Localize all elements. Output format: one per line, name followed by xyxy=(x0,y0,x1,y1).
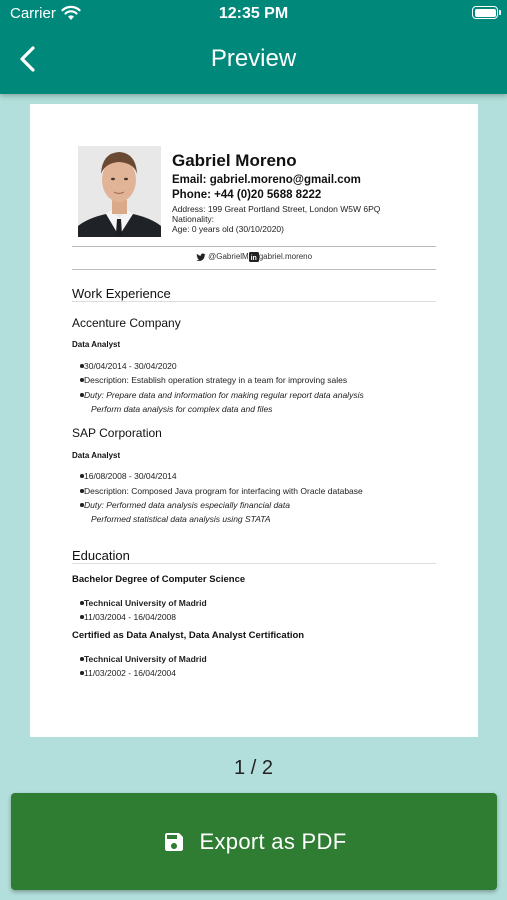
job-duty: Duty: Prepare data and information for making regular report data analysis xyxy=(84,390,364,400)
export-button-label: Export as PDF xyxy=(199,828,347,854)
save-icon xyxy=(162,830,186,854)
export-pdf-button[interactable] xyxy=(11,793,497,890)
education-school: Technical University of Madrid xyxy=(84,598,207,608)
status-time: 12:35 PM xyxy=(218,5,289,22)
job-period: 30/04/2014 - 30/04/2020 xyxy=(84,361,177,371)
linkedin-icon xyxy=(249,252,259,262)
linkedin-handle[interactable]: gabriel.moreno xyxy=(258,252,313,262)
resume-address: Address: 199 Great Portland Street, London W5W 6PQ xyxy=(172,204,381,214)
resume-email: Email: gabriel.moreno@gmail.com xyxy=(172,174,361,186)
section-rule xyxy=(72,563,436,564)
job-duty-continued: Performed statistical data analysis using STATA xyxy=(91,514,271,524)
education-period: 11/03/2002 - 16/04/2004 xyxy=(84,668,177,678)
education-school: Technical University of Madrid xyxy=(84,654,207,664)
app-header xyxy=(0,0,507,94)
page-indicator: 1 / 2 xyxy=(234,757,273,779)
job-duty-continued: Perform data analysis for complex data and files xyxy=(91,404,273,414)
divider xyxy=(72,269,436,270)
job-company: Accenture Company xyxy=(72,316,181,330)
job-company: SAP Corporation xyxy=(72,426,162,440)
carrier-label: Carrier xyxy=(10,5,56,22)
education-degree: Bachelor Degree of Computer Science xyxy=(72,574,246,585)
svg-text:in: in xyxy=(250,255,257,262)
education-degree: Certified as Data Analyst, Data Analyst Certification xyxy=(72,630,305,641)
social-links xyxy=(30,252,478,262)
job-description: Description: Composed Java program for interfacing with Oracle database xyxy=(84,486,363,496)
resume-age: Age: 0 years old (30/10/2020) xyxy=(172,224,284,234)
job-role: Data Analyst xyxy=(72,451,121,460)
status-bar xyxy=(0,0,507,28)
job-role: Data Analyst xyxy=(72,340,121,349)
battery-icon xyxy=(472,6,498,19)
job-description: Description: Establish operation strategy in a team for improving sales xyxy=(84,375,348,385)
resume-preview-page xyxy=(30,104,478,737)
job-period: 16/08/2008 - 30/04/2014 xyxy=(84,471,177,481)
resume-phone: Phone: +44 (0)20 5688 8222 xyxy=(172,189,322,201)
page-title: Preview xyxy=(210,45,297,72)
resume-nationality: Nationality: xyxy=(172,214,215,224)
work-experience-heading: Work Experience xyxy=(72,286,171,301)
divider xyxy=(72,246,436,247)
section-rule xyxy=(72,301,436,302)
twitter-handle[interactable]: @GabrielM xyxy=(208,252,249,262)
education-period: 11/03/2004 - 16/04/2008 xyxy=(84,612,177,622)
twitter-icon xyxy=(196,253,206,262)
education-heading: Education xyxy=(72,548,130,563)
resume-name: Gabriel Moreno xyxy=(172,151,297,170)
job-duty: Duty: Performed data analysis especially financial data xyxy=(84,500,290,510)
profile-photo xyxy=(78,146,161,237)
